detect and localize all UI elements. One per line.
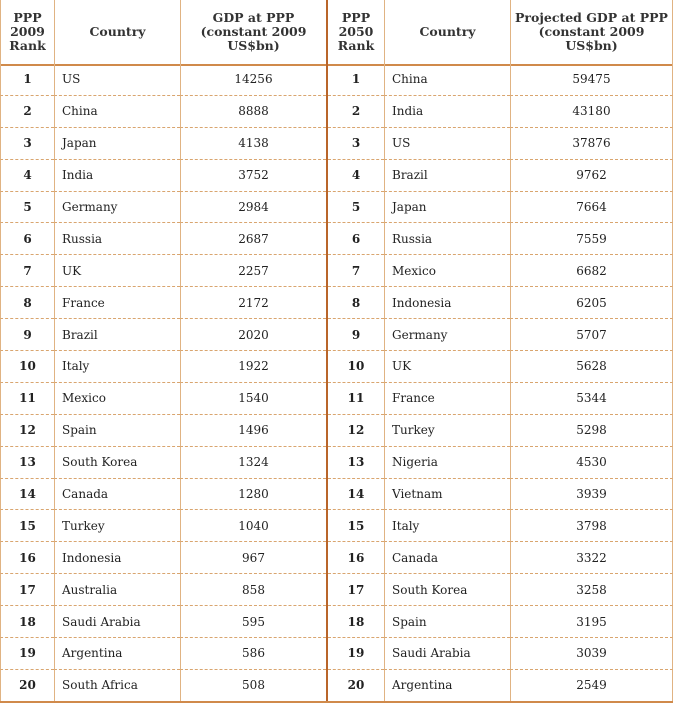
gdp-2009-cell: 2020 bbox=[180, 319, 326, 351]
gdp-2009-cell: 1922 bbox=[180, 351, 326, 383]
country-2009-cell: Australia bbox=[54, 574, 180, 606]
rank-2009-cell: 18 bbox=[0, 606, 54, 638]
country-2050-cell: Argentina bbox=[384, 670, 510, 702]
country-2009-cell: Japan bbox=[54, 128, 180, 160]
country-2050-cell: Turkey bbox=[384, 415, 510, 447]
country-2009-cell: UK bbox=[54, 255, 180, 287]
country-2050-cell: Germany bbox=[384, 319, 510, 351]
rank-2009-cell: 16 bbox=[0, 542, 54, 574]
rank-2050-cell: 3 bbox=[328, 128, 384, 160]
rank-2050-cell: 9 bbox=[328, 319, 384, 351]
gdp-2050-cell: 3039 bbox=[510, 638, 673, 670]
gdp-2050-cell: 4530 bbox=[510, 447, 673, 479]
gdp-2050-cell: 5298 bbox=[510, 415, 673, 447]
gdp-2009-cell: 8888 bbox=[180, 96, 326, 128]
rank-2050-cell: 7 bbox=[328, 255, 384, 287]
gdp-2050-cell: 5707 bbox=[510, 319, 673, 351]
rank-2050-cell: 18 bbox=[328, 606, 384, 638]
header-rank-2050: PPP 2050 Rank bbox=[337, 10, 375, 53]
country-2009-cell: US bbox=[54, 64, 180, 96]
country-2050-cell: South Korea bbox=[384, 574, 510, 606]
rank-2050-cell: 4 bbox=[328, 160, 384, 192]
gdp-2050-cell: 3322 bbox=[510, 542, 673, 574]
gdp-2009-cell: 14256 bbox=[180, 64, 326, 96]
country-2009-cell: France bbox=[54, 287, 180, 319]
rank-2009-cell: 5 bbox=[0, 192, 54, 224]
country-2050-cell: Mexico bbox=[384, 255, 510, 287]
header-gdp-2050: Projected GDP at PPP (constant 2009 US$bn) bbox=[510, 0, 673, 64]
bottom-rule bbox=[0, 701, 673, 703]
gdp-2009-cell: 2687 bbox=[180, 223, 326, 255]
country-2009-cell: Indonesia bbox=[54, 542, 180, 574]
rank-2009-cell: 15 bbox=[0, 510, 54, 542]
country-2009-cell: Spain bbox=[54, 415, 180, 447]
country-2050-cell: UK bbox=[384, 351, 510, 383]
gdp-2009-cell: 1324 bbox=[180, 447, 326, 479]
country-2050-cell: Russia bbox=[384, 223, 510, 255]
country-2009-cell: Brazil bbox=[54, 319, 180, 351]
rank-2050-cell: 8 bbox=[328, 287, 384, 319]
rank-2050-cell: 14 bbox=[328, 479, 384, 511]
country-2009-cell: South Africa bbox=[54, 670, 180, 702]
country-2009-cell: Germany bbox=[54, 192, 180, 224]
gdp-2009-cell: 1496 bbox=[180, 415, 326, 447]
gdp-2009-cell: 2172 bbox=[180, 287, 326, 319]
rank-2050-cell: 13 bbox=[328, 447, 384, 479]
rank-2009-cell: 14 bbox=[0, 479, 54, 511]
gdp-2050-cell: 7664 bbox=[510, 192, 673, 224]
country-2050-cell: Indonesia bbox=[384, 287, 510, 319]
country-2009-cell: Saudi Arabia bbox=[54, 606, 180, 638]
rank-2050-cell: 15 bbox=[328, 510, 384, 542]
country-2050-cell: Nigeria bbox=[384, 447, 510, 479]
country-2050-cell: Vietnam bbox=[384, 479, 510, 511]
country-2050-cell: Spain bbox=[384, 606, 510, 638]
rank-2050-cell: 6 bbox=[328, 223, 384, 255]
gdp-2009-cell: 2984 bbox=[180, 192, 326, 224]
rank-2009-cell: 1 bbox=[0, 64, 54, 96]
country-2009-cell: South Korea bbox=[54, 447, 180, 479]
gdp-2009-cell: 858 bbox=[180, 574, 326, 606]
rank-2009-cell: 17 bbox=[0, 574, 54, 606]
gdp-2050-cell: 3939 bbox=[510, 479, 673, 511]
country-2009-cell: India bbox=[54, 160, 180, 192]
country-2009-cell: China bbox=[54, 96, 180, 128]
gdp-2009-cell: 508 bbox=[180, 670, 326, 702]
rank-2009-cell: 11 bbox=[0, 383, 54, 415]
rank-2009-cell: 20 bbox=[0, 670, 54, 702]
rank-2050-cell: 19 bbox=[328, 638, 384, 670]
rank-2050-cell: 12 bbox=[328, 415, 384, 447]
gdp-2009-cell: 2257 bbox=[180, 255, 326, 287]
country-2050-cell: France bbox=[384, 383, 510, 415]
rank-2009-cell: 8 bbox=[0, 287, 54, 319]
country-2050-cell: Canada bbox=[384, 542, 510, 574]
gdp-2050-cell: 37876 bbox=[510, 128, 673, 160]
country-2050-cell: India bbox=[384, 96, 510, 128]
header-gdp-2009: GDP at PPP (constant 2009 US$bn) bbox=[180, 0, 326, 64]
gdp-2050-cell: 3798 bbox=[510, 510, 673, 542]
rank-2050-cell: 11 bbox=[328, 383, 384, 415]
rank-2009-cell: 2 bbox=[0, 96, 54, 128]
rank-2050-cell: 5 bbox=[328, 192, 384, 224]
rank-2009-cell: 7 bbox=[0, 255, 54, 287]
gdp-2050-cell: 7559 bbox=[510, 223, 673, 255]
gdp-2050-cell: 43180 bbox=[510, 96, 673, 128]
rank-2050-cell: 17 bbox=[328, 574, 384, 606]
gdp-2009-cell: 595 bbox=[180, 606, 326, 638]
header-country-2009: Country bbox=[54, 0, 180, 64]
country-2050-cell: Saudi Arabia bbox=[384, 638, 510, 670]
rank-2050-cell: 16 bbox=[328, 542, 384, 574]
country-2009-cell: Canada bbox=[54, 479, 180, 511]
country-2050-cell: Japan bbox=[384, 192, 510, 224]
gdp-2050-cell: 59475 bbox=[510, 64, 673, 96]
rank-2050-cell: 20 bbox=[328, 670, 384, 702]
rank-2009-cell: 13 bbox=[0, 447, 54, 479]
rank-2009-cell: 12 bbox=[0, 415, 54, 447]
rank-2009-cell: 6 bbox=[0, 223, 54, 255]
gdp-2009-cell: 4138 bbox=[180, 128, 326, 160]
country-2050-cell: Italy bbox=[384, 510, 510, 542]
rank-2009-cell: 9 bbox=[0, 319, 54, 351]
gdp-2050-cell: 2549 bbox=[510, 670, 673, 702]
rank-2050-cell: 10 bbox=[328, 351, 384, 383]
gdp-2050-cell: 9762 bbox=[510, 160, 673, 192]
country-2009-cell: Italy bbox=[54, 351, 180, 383]
gdp-2009-cell: 967 bbox=[180, 542, 326, 574]
gdp-2009-cell: 1540 bbox=[180, 383, 326, 415]
gdp-2009-cell: 1280 bbox=[180, 479, 326, 511]
rank-2009-cell: 3 bbox=[0, 128, 54, 160]
gdp-2050-cell: 3258 bbox=[510, 574, 673, 606]
header-rank-2009: PPP 2009 Rank bbox=[0, 0, 54, 64]
country-2009-cell: Argentina bbox=[54, 638, 180, 670]
gdp-2009-cell: 1040 bbox=[180, 510, 326, 542]
rank-2009-cell: 10 bbox=[0, 351, 54, 383]
rank-2050-cell: 2 bbox=[328, 96, 384, 128]
country-2009-cell: Mexico bbox=[54, 383, 180, 415]
country-2050-cell: China bbox=[384, 64, 510, 96]
gdp-2009-cell: 586 bbox=[180, 638, 326, 670]
header-country-2050: Country bbox=[384, 0, 510, 64]
rank-2009-cell: 4 bbox=[0, 160, 54, 192]
gdp-2050-cell: 5344 bbox=[510, 383, 673, 415]
country-2009-cell: Russia bbox=[54, 223, 180, 255]
gdp-2050-cell: 6205 bbox=[510, 287, 673, 319]
gdp-2050-cell: 3195 bbox=[510, 606, 673, 638]
gdp-2050-cell: 5628 bbox=[510, 351, 673, 383]
country-2050-cell: US bbox=[384, 128, 510, 160]
gdp-2050-cell: 6682 bbox=[510, 255, 673, 287]
gdp-2009-cell: 3752 bbox=[180, 160, 326, 192]
country-2050-cell: Brazil bbox=[384, 160, 510, 192]
country-2009-cell: Turkey bbox=[54, 510, 180, 542]
rank-2009-cell: 19 bbox=[0, 638, 54, 670]
rank-2050-cell: 1 bbox=[328, 64, 384, 96]
